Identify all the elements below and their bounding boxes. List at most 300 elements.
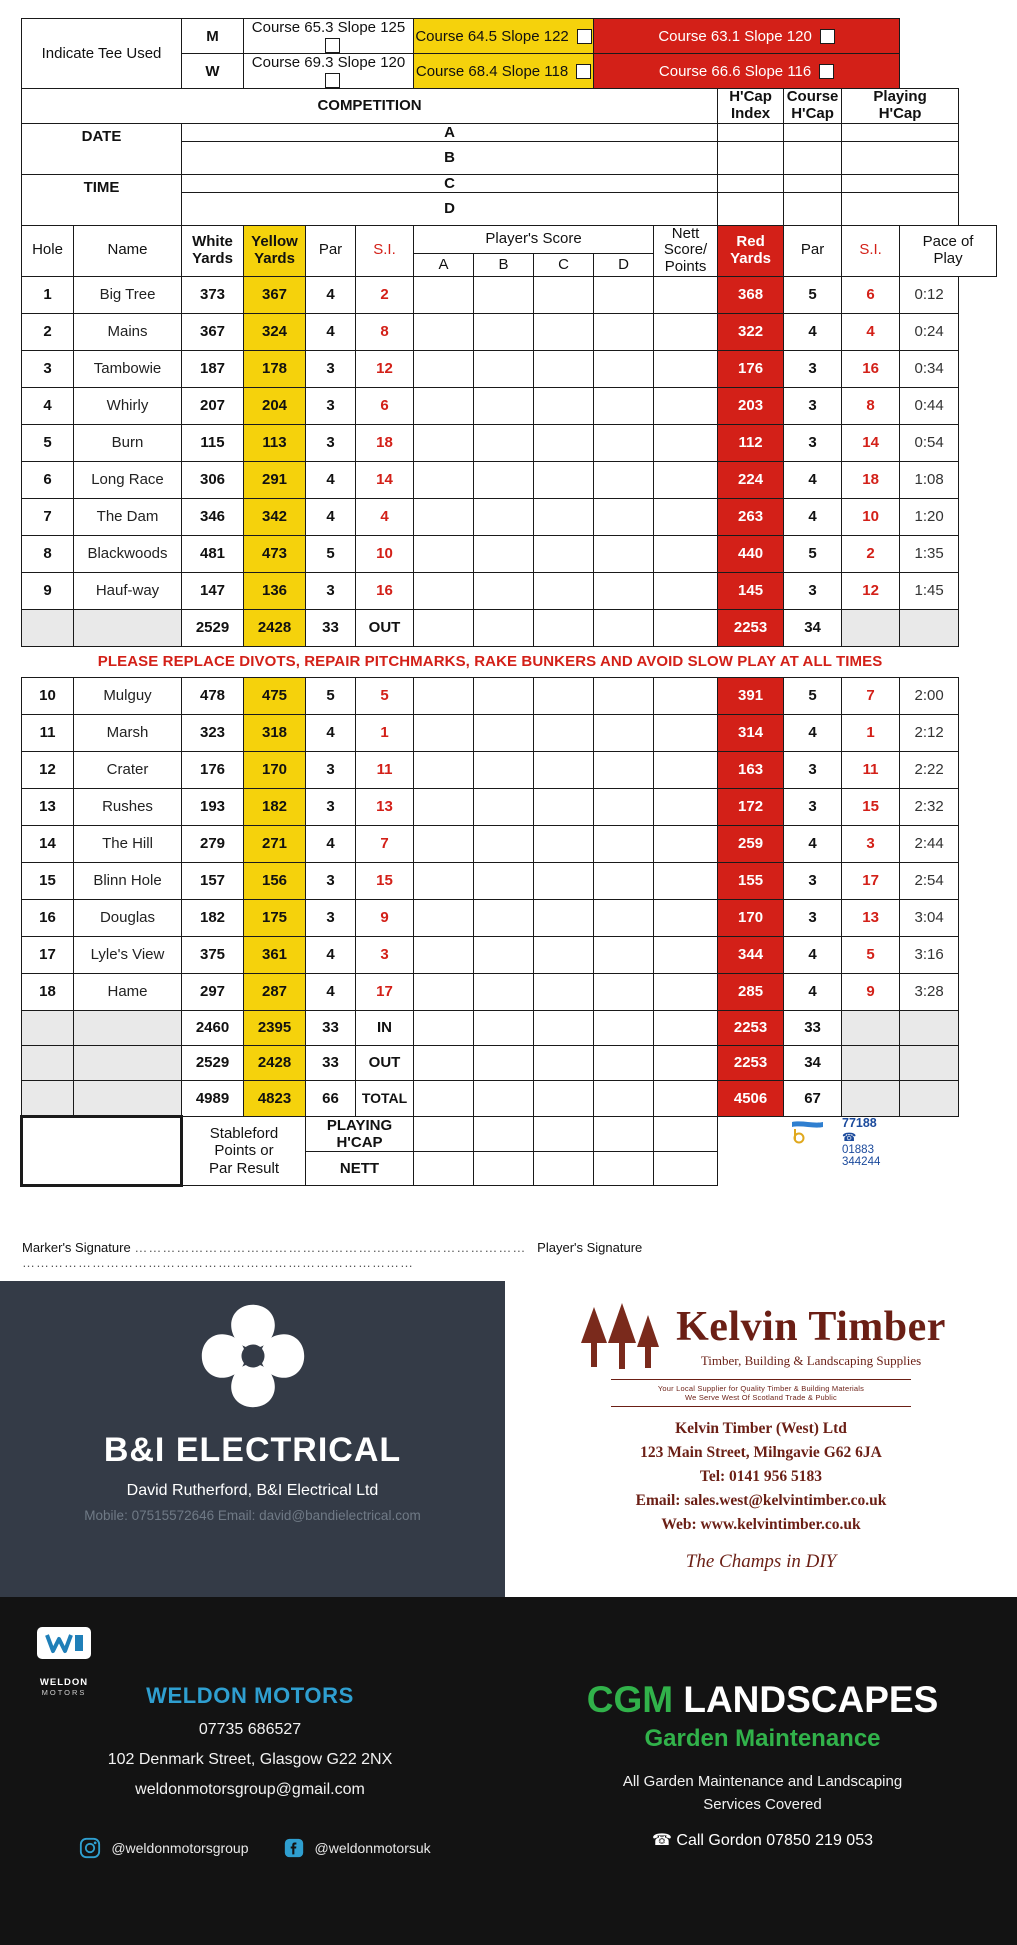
course-notice: PLEASE REPLACE DIVOTS, REPAIR PITCHMARKS, RAKE BUNKERS AND AVOID SLOW PLAY AT ALL TIMES xyxy=(22,646,959,677)
score-a[interactable] xyxy=(414,788,474,825)
player-a-playing-hcap[interactable] xyxy=(842,123,959,141)
playing-hcap-c[interactable] xyxy=(534,1116,594,1151)
player-a-hcap-index[interactable] xyxy=(718,123,784,141)
col-players-score: Player's Score xyxy=(414,225,654,253)
score-a[interactable] xyxy=(414,276,474,313)
score-d[interactable] xyxy=(594,461,654,498)
total-blank-hole xyxy=(22,1080,74,1116)
score-a[interactable] xyxy=(414,424,474,461)
pace-of-play: 0:24 xyxy=(900,313,959,350)
in-red-total: 2253 xyxy=(718,1010,784,1045)
stroke-index-red: 12 xyxy=(842,572,900,609)
tee-yellow-men xyxy=(414,19,594,54)
score-c[interactable] xyxy=(534,751,594,788)
score-a[interactable] xyxy=(414,461,474,498)
hole-number: 5 xyxy=(22,424,74,461)
score-b[interactable] xyxy=(474,276,534,313)
player-a-label[interactable]: A xyxy=(182,123,718,141)
out2-blank-hole xyxy=(22,1045,74,1080)
score-c[interactable] xyxy=(534,313,594,350)
red-yards: 176 xyxy=(718,350,784,387)
total-nett[interactable] xyxy=(654,1080,718,1116)
yellow-yards: 271 xyxy=(244,825,306,862)
weldon-logo-icon xyxy=(33,1623,95,1669)
pace-of-play: 1:08 xyxy=(900,461,959,498)
tee-yellow-women-text: Course 68.4 Slope 118 xyxy=(415,62,569,80)
par-red: 4 xyxy=(784,461,842,498)
score-b[interactable] xyxy=(474,714,534,751)
score-d[interactable] xyxy=(594,498,654,535)
col-nett-l1: Nett xyxy=(671,224,700,242)
yellow-yards: 287 xyxy=(244,973,306,1010)
score-b[interactable] xyxy=(474,387,534,424)
score-d[interactable] xyxy=(594,751,654,788)
pace-of-play: 0:34 xyxy=(900,350,959,387)
nett-score[interactable] xyxy=(654,276,718,313)
hole-number: 6 xyxy=(22,461,74,498)
out2-score-d[interactable] xyxy=(594,1045,654,1080)
score-d[interactable] xyxy=(594,424,654,461)
score-c[interactable] xyxy=(534,461,594,498)
tee-yellow-women-checkbox[interactable] xyxy=(576,64,591,79)
nett-score[interactable] xyxy=(654,714,718,751)
col-white-l2: Yards xyxy=(192,249,233,267)
cgm-call-row[interactable] xyxy=(508,1830,1017,1850)
nett-score[interactable] xyxy=(654,572,718,609)
score-a[interactable] xyxy=(414,862,474,899)
ad-kelvin-timber xyxy=(505,1281,1017,1597)
par-red: 5 xyxy=(784,276,842,313)
nett-score[interactable] xyxy=(654,899,718,936)
bi-line2: Mobile: 07515572646 Email: david@bandielectrical.com xyxy=(84,1508,421,1523)
nett-score[interactable] xyxy=(654,313,718,350)
table-row xyxy=(22,572,997,609)
score-b[interactable] xyxy=(474,899,534,936)
score-c[interactable] xyxy=(534,387,594,424)
weldon-address: 102 Denmark Street, Glasgow G22 2NX xyxy=(107,1751,393,1768)
player-c-course-hcap[interactable] xyxy=(784,174,842,192)
score-a[interactable] xyxy=(414,350,474,387)
score-d[interactable] xyxy=(594,350,654,387)
player-b-label[interactable]: B xyxy=(182,141,718,174)
par: 4 xyxy=(306,825,356,862)
stroke-index-red: 13 xyxy=(842,899,900,936)
player-c-label[interactable]: C xyxy=(182,174,718,192)
competition-row xyxy=(22,89,997,124)
score-b[interactable] xyxy=(474,424,534,461)
tee-white-men-text: Course 65.3 Slope 125 xyxy=(251,19,406,36)
player-b-course-hcap[interactable] xyxy=(784,141,842,174)
table-row xyxy=(22,350,997,387)
col-nett xyxy=(654,225,718,276)
player-c-playing-hcap[interactable] xyxy=(842,174,959,192)
score-d[interactable] xyxy=(594,535,654,572)
course-hcap-l1: Course xyxy=(786,88,839,105)
yellow-yards: 324 xyxy=(244,313,306,350)
signature-line xyxy=(22,1240,982,1270)
score-c[interactable] xyxy=(534,788,594,825)
playing-hcap-nett[interactable] xyxy=(654,1116,718,1151)
player-d-hcap-index[interactable] xyxy=(718,192,784,225)
playing-hcap-l2: H'Cap xyxy=(878,104,922,122)
hole-name: Big Tree xyxy=(74,276,182,313)
stroke-index: 8 xyxy=(356,313,414,350)
par-red: 4 xyxy=(784,973,842,1010)
player-d-playing-hcap[interactable] xyxy=(842,192,959,225)
kt-name: Kelvin Timber xyxy=(676,1304,946,1350)
hole-number: 2 xyxy=(22,313,74,350)
white-yards: 323 xyxy=(182,714,244,751)
in-par-red-total: 33 xyxy=(784,1010,842,1045)
out-nett[interactable] xyxy=(654,609,718,646)
out2-blank-pace xyxy=(900,1045,959,1080)
hole-name: Hame xyxy=(74,973,182,1010)
printer-phone: 01883 344244 xyxy=(842,1144,881,1168)
score-c[interactable] xyxy=(534,936,594,973)
player-a-course-hcap[interactable] xyxy=(784,123,842,141)
yellow-yards: 113 xyxy=(244,424,306,461)
total-score-d[interactable] xyxy=(594,1080,654,1116)
score-b[interactable] xyxy=(474,936,534,973)
trees-icon xyxy=(576,1303,662,1369)
nett-d[interactable] xyxy=(594,1151,654,1185)
out-score-a[interactable] xyxy=(414,609,474,646)
hole-name: Mulguy xyxy=(74,677,182,714)
weldon-phone: 07735 686527 xyxy=(198,1721,302,1738)
pace-of-play: 3:16 xyxy=(900,936,959,973)
tee-yellow-men-checkbox[interactable] xyxy=(577,29,592,44)
nett-score[interactable] xyxy=(654,387,718,424)
white-yards: 207 xyxy=(182,387,244,424)
score-c[interactable] xyxy=(534,535,594,572)
hole-number: 13 xyxy=(22,788,74,825)
weldon-instagram[interactable] xyxy=(79,1837,248,1859)
stroke-index: 14 xyxy=(356,461,414,498)
nett-b[interactable] xyxy=(474,1151,534,1185)
in-score-a[interactable] xyxy=(414,1010,474,1045)
out2-par-total: 33 xyxy=(306,1045,356,1080)
score-b[interactable] xyxy=(474,498,534,535)
hole-name: Whirly xyxy=(74,387,182,424)
out2-score-a[interactable] xyxy=(414,1045,474,1080)
pace-of-play: 1:20 xyxy=(900,498,959,535)
stroke-index: 4 xyxy=(356,498,414,535)
total-red: 4506 xyxy=(718,1080,784,1116)
ad-weldon-motors xyxy=(0,1597,508,1945)
cgm-title-1: CGM xyxy=(586,1679,674,1720)
tee-red-women-checkbox[interactable] xyxy=(819,64,834,79)
cgm-line1: All Garden Maintenance and Landscaping xyxy=(622,1773,903,1790)
in-label: IN xyxy=(356,1010,414,1045)
score-a[interactable] xyxy=(414,387,474,424)
par: 4 xyxy=(306,498,356,535)
score-d[interactable] xyxy=(594,572,654,609)
weldon-email[interactable]: weldonmotorsgroup@gmail.com xyxy=(135,1781,365,1798)
table-row xyxy=(22,535,997,572)
tee-white-men-checkbox[interactable] xyxy=(325,38,340,53)
out-score-c[interactable] xyxy=(534,609,594,646)
par: 3 xyxy=(306,751,356,788)
hcap-index-header xyxy=(718,89,784,124)
nett-score[interactable] xyxy=(654,350,718,387)
player-signature-dots[interactable]: ………………………………………………………………………… xyxy=(22,1255,414,1270)
total-score-a[interactable] xyxy=(414,1080,474,1116)
out2-nett[interactable] xyxy=(654,1045,718,1080)
nett-score[interactable] xyxy=(654,535,718,572)
table-row xyxy=(22,714,997,751)
par-red: 3 xyxy=(784,387,842,424)
score-b[interactable] xyxy=(474,313,534,350)
nett-score[interactable] xyxy=(654,936,718,973)
stroke-index-red: 4 xyxy=(842,313,900,350)
red-yards: 155 xyxy=(718,862,784,899)
in-score-b[interactable] xyxy=(474,1010,534,1045)
printer-phone-line: ☎ 01883 344244 xyxy=(842,1132,881,1168)
nett-score[interactable] xyxy=(654,825,718,862)
score-a[interactable] xyxy=(414,714,474,751)
table-row xyxy=(22,936,997,973)
score-d[interactable] xyxy=(594,677,654,714)
hcap-index-l2: Index xyxy=(730,104,771,122)
playing-hcap-label: PLAYING H'CAP xyxy=(306,1116,414,1151)
score-a[interactable] xyxy=(414,973,474,1010)
score-b[interactable] xyxy=(474,825,534,862)
par-red: 3 xyxy=(784,788,842,825)
white-yards: 279 xyxy=(182,825,244,862)
par: 3 xyxy=(306,899,356,936)
col-pace-l2: Play xyxy=(933,249,963,267)
col-yellow-l1: Yellow xyxy=(251,232,298,250)
score-b[interactable] xyxy=(474,350,534,387)
nett-score[interactable] xyxy=(654,751,718,788)
par-red: 3 xyxy=(784,424,842,461)
red-yards: 391 xyxy=(718,677,784,714)
score-b[interactable] xyxy=(474,461,534,498)
cgm-services xyxy=(508,1771,1017,1816)
hole-number: 18 xyxy=(22,973,74,1010)
white-yards: 306 xyxy=(182,461,244,498)
red-yards: 263 xyxy=(718,498,784,535)
nett-score[interactable] xyxy=(654,461,718,498)
in-white-total: 2460 xyxy=(182,1010,244,1045)
player-b-playing-hcap[interactable] xyxy=(842,141,959,174)
tee-red-men xyxy=(594,19,900,54)
stroke-index: 6 xyxy=(356,387,414,424)
score-a[interactable] xyxy=(414,677,474,714)
white-yards: 478 xyxy=(182,677,244,714)
table-row xyxy=(22,788,997,825)
kt-logo-row xyxy=(505,1303,1017,1369)
pace-of-play: 2:44 xyxy=(900,825,959,862)
score-d[interactable] xyxy=(594,276,654,313)
score-c[interactable] xyxy=(534,825,594,862)
weldon-facebook-handle: @weldonmotorsuk xyxy=(314,1840,431,1856)
score-b[interactable] xyxy=(474,862,534,899)
kt-line2: 123 Main Street, Milngavie G62 6JA xyxy=(640,1444,882,1462)
score-a[interactable] xyxy=(414,751,474,788)
cgm-subtitle: Garden Maintenance xyxy=(644,1725,881,1752)
score-c[interactable] xyxy=(534,973,594,1010)
weldon-facebook[interactable] xyxy=(283,1837,431,1859)
in-par-total: 33 xyxy=(306,1010,356,1045)
tee-row-men xyxy=(22,19,997,54)
score-c[interactable] xyxy=(534,714,594,751)
par-red: 3 xyxy=(784,572,842,609)
score-d[interactable] xyxy=(594,313,654,350)
score-a[interactable] xyxy=(414,313,474,350)
score-a[interactable] xyxy=(414,572,474,609)
out-score-b[interactable] xyxy=(474,609,534,646)
nett-score[interactable] xyxy=(654,677,718,714)
table-row xyxy=(22,424,997,461)
score-c[interactable] xyxy=(534,899,594,936)
nett-total[interactable] xyxy=(654,1151,718,1185)
nett-score[interactable] xyxy=(654,498,718,535)
player-d-label[interactable]: D xyxy=(182,192,718,225)
score-c[interactable] xyxy=(534,862,594,899)
score-b[interactable] xyxy=(474,677,534,714)
kt-line4[interactable]: Email: sales.west@kelvintimber.co.uk xyxy=(635,1492,887,1510)
nett-score[interactable] xyxy=(654,788,718,825)
kt-fine2: We Serve West Of Scotland Trade & Public xyxy=(685,1393,837,1402)
score-d[interactable] xyxy=(594,387,654,424)
pace-of-play: 2:32 xyxy=(900,788,959,825)
score-d[interactable] xyxy=(594,862,654,899)
playing-hcap-b[interactable] xyxy=(474,1116,534,1151)
nett-score[interactable] xyxy=(654,973,718,1010)
score-c[interactable] xyxy=(534,276,594,313)
stroke-index: 1 xyxy=(356,714,414,751)
red-yards: 440 xyxy=(718,535,784,572)
col-yellow-l2: Yards xyxy=(254,249,295,267)
kt-divider xyxy=(611,1379,911,1380)
hole-number: 10 xyxy=(22,677,74,714)
tee-red-men-checkbox[interactable] xyxy=(820,29,835,44)
table-row xyxy=(22,862,997,899)
notice-row xyxy=(22,646,997,677)
marker-signature-label: Marker's Signature xyxy=(22,1240,131,1255)
score-d[interactable] xyxy=(594,788,654,825)
cgm-line2: Services Covered xyxy=(703,1795,822,1813)
marker-signature-dots[interactable]: ………………………………………………………………………… xyxy=(134,1240,527,1255)
stroke-index: 7 xyxy=(356,825,414,862)
nett-a[interactable] xyxy=(414,1151,474,1185)
kt-line5[interactable]: Web: www.kelvintimber.co.uk xyxy=(661,1516,861,1534)
score-a[interactable] xyxy=(414,498,474,535)
hole-number: 8 xyxy=(22,535,74,572)
hole-name: Tambowie xyxy=(74,350,182,387)
out2-red-total: 2253 xyxy=(718,1045,784,1080)
player-b-hcap-index[interactable] xyxy=(718,141,784,174)
score-d[interactable] xyxy=(594,899,654,936)
col-yellow-yards xyxy=(244,225,306,276)
score-d[interactable] xyxy=(594,825,654,862)
player-d-course-hcap[interactable] xyxy=(784,192,842,225)
score-d[interactable] xyxy=(594,973,654,1010)
score-b[interactable] xyxy=(474,572,534,609)
kt-wordmark xyxy=(676,1303,946,1369)
playing-hcap-a[interactable] xyxy=(414,1116,474,1151)
score-c[interactable] xyxy=(534,677,594,714)
par: 3 xyxy=(306,424,356,461)
score-a[interactable] xyxy=(414,535,474,572)
out-label: OUT xyxy=(356,609,414,646)
par: 4 xyxy=(306,936,356,973)
score-a[interactable] xyxy=(414,825,474,862)
score-b[interactable] xyxy=(474,535,534,572)
score-b[interactable] xyxy=(474,751,534,788)
in-blank-hole xyxy=(22,1010,74,1045)
score-a[interactable] xyxy=(414,899,474,936)
score-c[interactable] xyxy=(534,498,594,535)
nett-c[interactable] xyxy=(534,1151,594,1185)
hole-number: 15 xyxy=(22,862,74,899)
total-yellow: 4823 xyxy=(244,1080,306,1116)
kt-line3: Tel: 0141 956 5183 xyxy=(699,1468,823,1486)
col-white-yards xyxy=(182,225,244,276)
pace-of-play: 2:12 xyxy=(900,714,959,751)
stroke-index-red: 1 xyxy=(842,714,900,751)
stroke-index-red: 11 xyxy=(842,751,900,788)
in-nett[interactable] xyxy=(654,1010,718,1045)
tee-red-women xyxy=(594,54,900,89)
out2-score-b[interactable] xyxy=(474,1045,534,1080)
in-total-row xyxy=(22,1010,997,1045)
col-pace-l1: Pace of xyxy=(922,232,974,250)
red-yards: 170 xyxy=(718,899,784,936)
yellow-yards: 475 xyxy=(244,677,306,714)
cgm-call: Call Gordon 07850 219 053 xyxy=(676,1832,873,1849)
red-yards: 344 xyxy=(718,936,784,973)
playing-hcap-d[interactable] xyxy=(594,1116,654,1151)
tee-red-men-text: Course 63.1 Slope 120 xyxy=(658,27,812,45)
score-c[interactable] xyxy=(534,572,594,609)
total-score-b[interactable] xyxy=(474,1080,534,1116)
score-c[interactable] xyxy=(534,350,594,387)
hole-name: Hauf-way xyxy=(74,572,182,609)
in-score-c[interactable] xyxy=(534,1010,594,1045)
signature-box[interactable] xyxy=(22,1116,182,1185)
tee-white-women-checkbox[interactable] xyxy=(325,73,340,88)
playing-hcap-l1: Playing xyxy=(873,88,927,105)
yellow-yards: 318 xyxy=(244,714,306,751)
out-total-row-2 xyxy=(22,1045,997,1080)
out-score-d[interactable] xyxy=(594,609,654,646)
pace-of-play: 0:54 xyxy=(900,424,959,461)
in-score-d[interactable] xyxy=(594,1010,654,1045)
score-a[interactable] xyxy=(414,936,474,973)
kt-fine1: Your Local Supplier for Quality Timber & Building Materials xyxy=(657,1384,865,1393)
player-signature-label: Player's Signature xyxy=(537,1240,643,1255)
score-b[interactable] xyxy=(474,788,534,825)
white-yards: 182 xyxy=(182,899,244,936)
score-b[interactable] xyxy=(474,973,534,1010)
nett-score[interactable] xyxy=(654,424,718,461)
par: 3 xyxy=(306,788,356,825)
score-d[interactable] xyxy=(594,936,654,973)
player-c-hcap-index[interactable] xyxy=(718,174,784,192)
par: 3 xyxy=(306,862,356,899)
printer-logo-icon xyxy=(790,1118,826,1146)
score-c[interactable] xyxy=(534,424,594,461)
total-blank-name xyxy=(74,1080,182,1116)
stroke-index-red: 14 xyxy=(842,424,900,461)
nett-score[interactable] xyxy=(654,862,718,899)
red-yards: 368 xyxy=(718,276,784,313)
out2-score-c[interactable] xyxy=(534,1045,594,1080)
score-d[interactable] xyxy=(594,714,654,751)
total-score-c[interactable] xyxy=(534,1080,594,1116)
